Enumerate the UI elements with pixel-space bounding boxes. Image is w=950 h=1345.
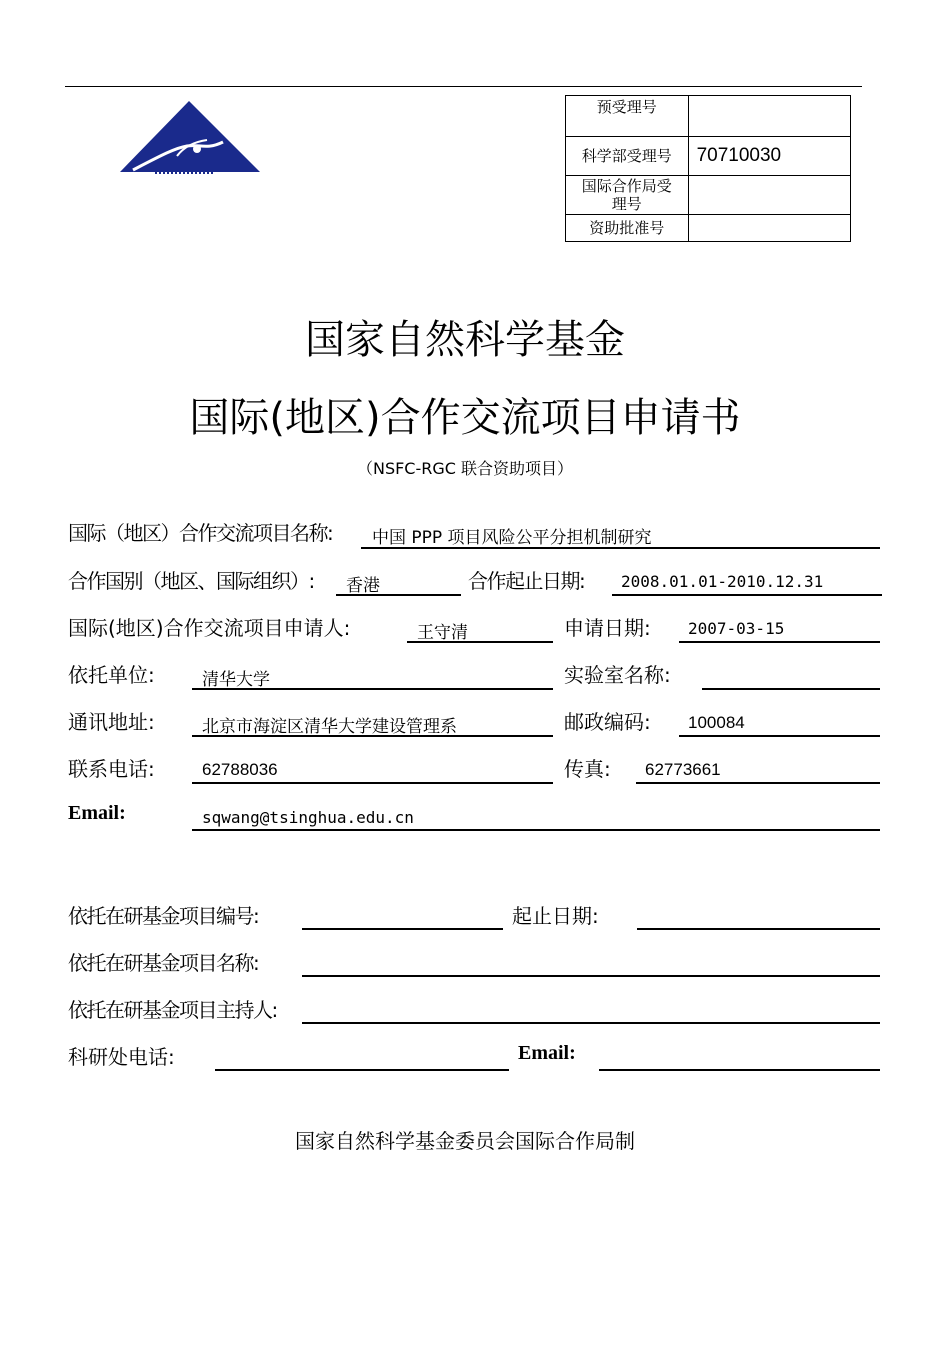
fax-label: 传真:: [564, 757, 611, 781]
reg-label: 资助批准号: [566, 215, 689, 242]
fund-name-label: 依托在研基金项目名称:: [68, 951, 259, 975]
fax-value[interactable]: 62773661: [645, 760, 721, 779]
org-value[interactable]: 清华大学: [202, 670, 270, 690]
phone-label: 联系电话:: [68, 757, 155, 781]
reg-row: [566, 137, 851, 176]
fax-line: [636, 782, 880, 784]
lab-label: 实验室名称:: [564, 663, 671, 687]
fund-number-line: [302, 928, 503, 930]
postcode-value[interactable]: 100084: [688, 713, 745, 732]
reg-value[interactable]: 70710030: [688, 137, 850, 176]
office-email-line: [599, 1069, 880, 1071]
reg-label: 预受理号: [566, 96, 689, 137]
nsfc-logo-icon: [115, 98, 265, 178]
postcode-label: 邮政编码:: [564, 710, 651, 734]
period-label: 合作起止日期:: [468, 569, 585, 593]
office-email-label: Email:: [518, 1042, 576, 1064]
apply-date-value[interactable]: 2007-03-15: [688, 619, 785, 638]
country-value[interactable]: 香港: [346, 576, 380, 596]
reg-value[interactable]: [688, 96, 850, 137]
country-line: [336, 594, 461, 596]
reg-value[interactable]: [688, 215, 850, 242]
address-label: 通讯地址:: [68, 710, 155, 734]
project-name-line: [361, 547, 880, 549]
reg-value[interactable]: [688, 176, 850, 215]
phone-value[interactable]: 62788036: [202, 760, 278, 779]
fund-number-label: 依托在研基金项目编号:: [68, 904, 259, 928]
applicant-line: [407, 641, 553, 643]
reg-label: 科学部受理号: [566, 137, 689, 176]
email-label: Email:: [68, 802, 126, 824]
lab-line: [702, 688, 880, 690]
fund-name-line: [302, 975, 880, 977]
reg-row: [566, 176, 851, 215]
reg-row: [566, 215, 851, 242]
email-value[interactable]: sqwang@tsinghua.edu.cn: [202, 808, 414, 827]
period-value[interactable]: 2008.01.01-2010.12.31: [621, 572, 824, 591]
address-value[interactable]: 北京市海淀区清华大学建设管理系: [202, 717, 457, 737]
fund-host-label: 依托在研基金项目主持人:: [68, 998, 277, 1022]
fund-dates-label: 起止日期:: [512, 904, 599, 928]
apply-date-label: 申请日期:: [564, 616, 651, 640]
office-phone-line: [215, 1069, 509, 1071]
page-subtitle-main: 国际(地区)合作交流项目申请书: [189, 395, 741, 441]
applicant-value[interactable]: 王守清: [417, 623, 468, 643]
page-title: 国家自然科学基金: [305, 317, 625, 363]
reg-row: [566, 96, 851, 137]
period-line: [612, 594, 882, 596]
registration-table: [565, 95, 851, 242]
org-label: 依托单位:: [68, 663, 155, 687]
office-phone-label: 科研处电话:: [68, 1045, 175, 1069]
address-line: [192, 735, 553, 737]
country-label: 合作国别（地区、国际组织）:: [68, 569, 314, 593]
applicant-label: 国际(地区)合作交流项目申请人:: [68, 616, 351, 640]
email-line: [192, 829, 880, 831]
page-subtitle: （NSFC-RGC 联合资助项目）: [356, 459, 574, 478]
apply-date-line: [679, 641, 880, 643]
postcode-line: [679, 735, 880, 737]
phone-line: [192, 782, 553, 784]
header-rule: [65, 86, 862, 87]
project-name-label: 国际（地区）合作交流项目名称:: [68, 521, 333, 545]
fund-dates-line: [637, 928, 880, 930]
reg-label: 国际合作局受理号: [566, 176, 689, 215]
org-line: [192, 688, 553, 690]
footer-text: 国家自然科学基金委员会国际合作局制: [295, 1129, 635, 1153]
project-name-value[interactable]: 中国 PPP 项目风险公平分担机制研究: [372, 528, 652, 548]
fund-host-line: [302, 1022, 880, 1024]
